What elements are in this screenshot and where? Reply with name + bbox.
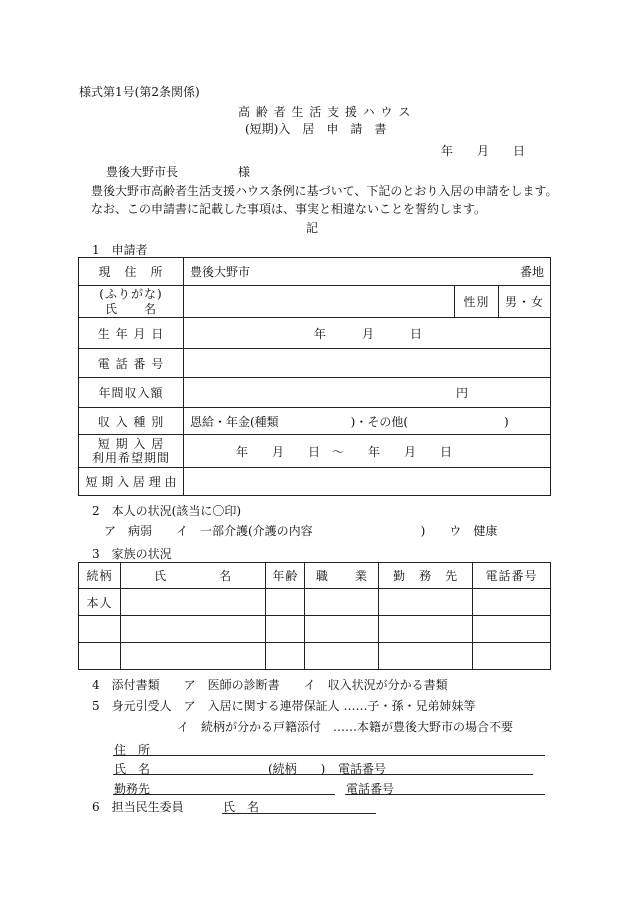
section-5-line-1: 5 身元引受人 ア 入居に関する連帯保証人 ……子・孫・兄弟姉妹等 <box>92 699 476 713</box>
family-cell[interactable] <box>120 589 265 616</box>
period-field[interactable]: 年 月 日 ～ 年 月 日 <box>183 435 550 468</box>
reason-field[interactable] <box>183 468 550 496</box>
name-field[interactable] <box>183 286 454 318</box>
addressee: 豊後大野市長 様 <box>106 165 251 179</box>
family-cell[interactable] <box>79 616 121 643</box>
birth-label: 生 年 月 日 <box>79 318 184 349</box>
section-2-options[interactable]: ア 病弱 イ 一部介護(介護の内容 ) ウ 健康 <box>104 524 498 538</box>
intro-line-2: なお、この申請書に記載した事項は、事実と相違ないことを誓約します。 <box>91 202 487 216</box>
intro-line-1: 豊後大野市高齢者生活支援ハウス条例に基づいて、下記のとおり入居の申請をします。 <box>91 184 558 198</box>
table-row <box>79 616 551 643</box>
period-label-cell <box>79 435 184 468</box>
name-label-cell <box>79 286 184 318</box>
guarantor-relation-label: (続柄 ) <box>268 762 326 776</box>
family-cell[interactable] <box>305 643 379 670</box>
section-3-heading: 3 家族の状況 <box>92 547 172 561</box>
income-type-field[interactable]: 恩給・年金(種類 )・その他( ) <box>183 408 550 435</box>
family-cell[interactable] <box>473 616 551 643</box>
form-number: 様式第1号(第2条関係) <box>79 85 200 99</box>
section-1-heading: 1 申請者 <box>92 243 148 257</box>
income-field[interactable] <box>183 378 550 408</box>
guarantor-work-phone-label: 電話番号 <box>346 782 395 796</box>
title-line-1: 高 齢 者 生 活 支 援 ハ ウ ス <box>238 105 412 119</box>
income-unit: 円 <box>455 386 468 400</box>
family-table <box>78 562 551 670</box>
name-label: 氏 名 <box>104 301 157 316</box>
guarantor-work-phone-line[interactable] <box>345 794 545 795</box>
ki-mark: 記 <box>306 221 319 235</box>
income-label: 年間収入額 <box>79 378 184 408</box>
col-occupation: 職 業 <box>305 563 379 589</box>
family-cell[interactable] <box>79 643 121 670</box>
furigana-label: (ふりがな) <box>99 286 163 301</box>
guarantor-address-label: 住 所 <box>114 743 151 757</box>
guarantor-phone-label: 電話番号 <box>338 762 387 776</box>
family-cell[interactable] <box>266 589 305 616</box>
family-cell[interactable] <box>305 589 379 616</box>
birth-field[interactable]: 年 月 日 <box>183 318 550 349</box>
guarantor-address-line[interactable] <box>113 755 545 756</box>
section-2-heading: 2 本人の状況(該当に〇印) <box>92 504 241 518</box>
col-age: 年齢 <box>266 563 305 589</box>
col-phone: 電話番号 <box>473 563 551 589</box>
family-cell[interactable] <box>379 643 473 670</box>
period-label-1: 短 期 入 居 <box>97 437 165 451</box>
section-6-heading: 6 担当民生委員 <box>92 800 184 814</box>
family-cell[interactable] <box>266 616 305 643</box>
col-workplace: 勤 務 先 <box>379 563 473 589</box>
reason-label: 短 期 入 居 理 由 <box>79 468 184 496</box>
title-line-2: (短期)入 居 申 請 書 <box>245 122 387 136</box>
welfare-officer-name-line[interactable] <box>222 813 376 814</box>
table-row <box>79 643 551 670</box>
guarantor-work-line[interactable] <box>113 794 335 795</box>
applicant-table <box>78 257 551 496</box>
address-suffix: 番地 <box>519 265 544 279</box>
family-cell[interactable] <box>379 589 473 616</box>
address-prefix: 豊後大野市 <box>189 265 250 279</box>
phone-field[interactable] <box>183 349 550 378</box>
col-name: 氏 名 <box>120 563 265 589</box>
phone-label: 電 話 番 号 <box>79 349 184 378</box>
col-relation: 続柄 <box>79 563 121 589</box>
welfare-officer-name-label: 氏 名 <box>223 800 260 814</box>
section-5-line-2: イ 続柄が分かる戸籍添付 ……本籍が豊後大野市の場合不要 <box>177 720 514 734</box>
family-cell[interactable] <box>120 616 265 643</box>
family-cell[interactable] <box>379 616 473 643</box>
family-cell[interactable] <box>305 616 379 643</box>
sex-label: 性別 <box>454 286 498 318</box>
guarantor-name-label: 氏 名 <box>114 762 151 776</box>
family-cell[interactable] <box>120 643 265 670</box>
guarantor-name-line[interactable] <box>113 774 533 775</box>
sex-field[interactable]: 男・女 <box>498 286 550 318</box>
address-field[interactable] <box>183 258 550 286</box>
section-4-text: 4 添付書類 ア 医師の診断書 イ 収入状況が分かる書類 <box>92 678 448 692</box>
income-type-label: 収 入 種 別 <box>79 408 184 435</box>
family-cell[interactable] <box>473 643 551 670</box>
self-label: 本人 <box>79 589 121 616</box>
family-cell[interactable] <box>473 589 551 616</box>
table-row <box>79 589 551 616</box>
date-line: 年 月 日 <box>441 144 526 158</box>
period-label-2: 利用希望期間 <box>91 451 170 465</box>
family-cell[interactable] <box>266 643 305 670</box>
guarantor-work-label: 勤務先 <box>114 782 151 796</box>
address-label: 現 住 所 <box>79 258 184 286</box>
